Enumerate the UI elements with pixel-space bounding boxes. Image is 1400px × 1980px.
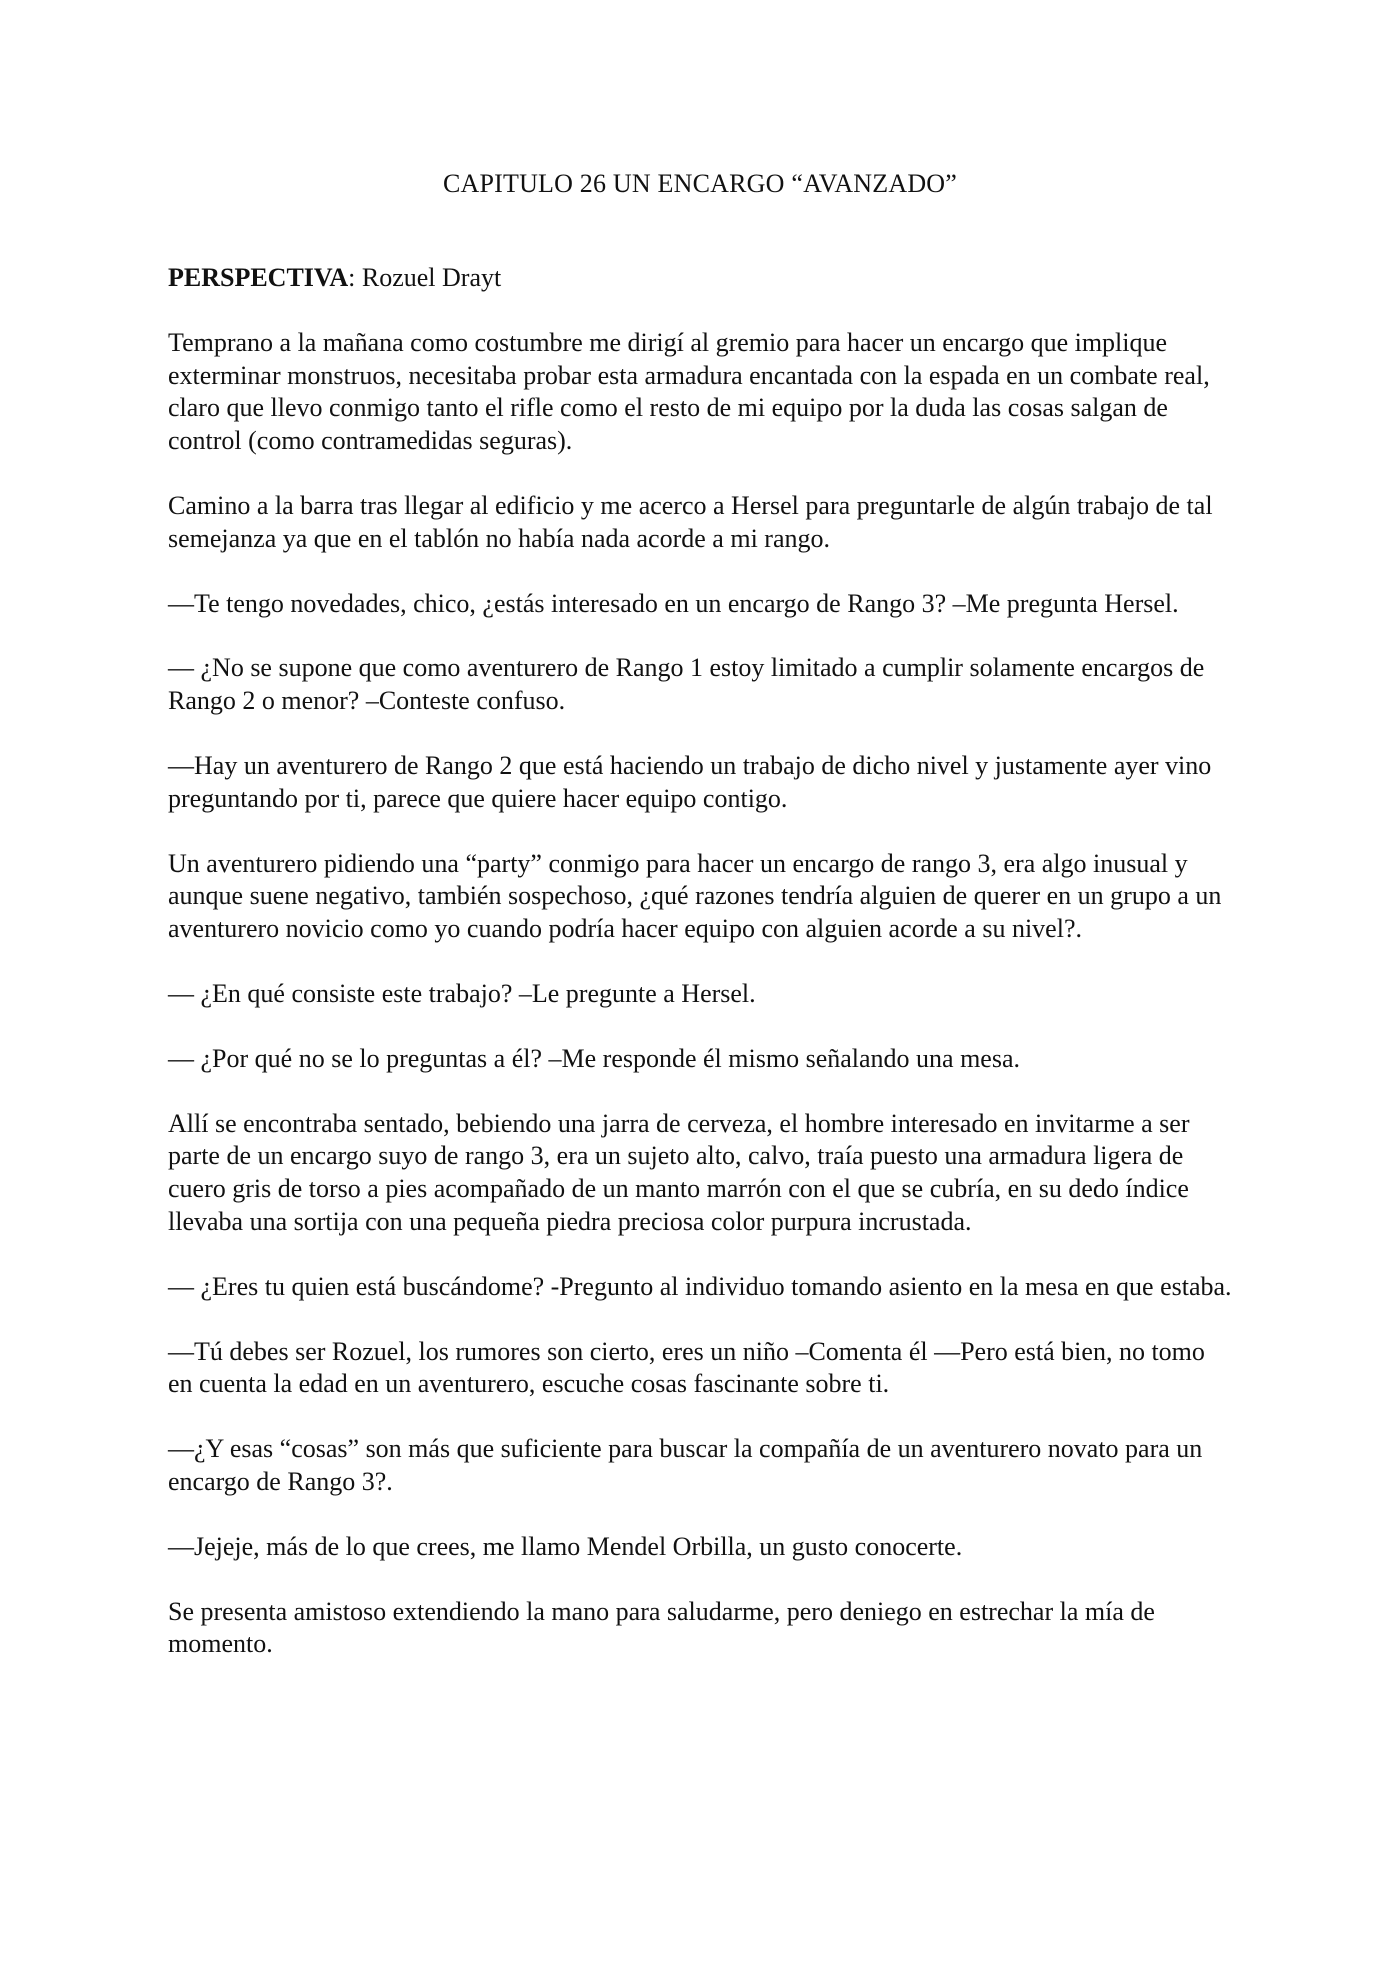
paragraph: —Tú debes ser Rozuel, los rumores son cierto, eres un niño –Comenta él —Pero está bien, no tomo en cuenta la edad en un aventurero, escuche cosas fascinante sobre ti.	[168, 1336, 1205, 1399]
chapter-title: CAPITULO 26 UN ENCARGO “AVANZADO”	[442, 169, 958, 198]
document-body	[168, 262, 1234, 1693]
paragraph: Se presenta amistoso extendiendo la mano para saludarme, pero deniego en estrechar la mía de momento.	[168, 1596, 1155, 1659]
perspective-label: PERSPECTIVA	[168, 263, 349, 292]
paragraph: —Hay un aventurero de Rango 2 que está haciendo un trabajo de dicho nivel y justamente ayer vino preguntando por ti, parece que quiere hacer equipo contigo.	[168, 750, 1212, 813]
paragraph: — ¿Por qué no se lo preguntas a él? –Me responde él mismo señalando una mesa.	[168, 1043, 1020, 1073]
paragraph: Temprano a la mañana como costumbre me dirigí al gremio para hacer un encargo que implique exterminar monstruos, necesitaba probar esta armadura encantada con la espada en un combate real, claro que llevo conmigo tanto el rifle como el resto de mi equipo por la duda las cosas salgan de control (como contramedidas seguras).	[168, 327, 1210, 456]
paragraph: Camino a la barra tras llegar al edificio y me acerco a Hersel para preguntarle de algún trabajo de tal semejanza ya que en el tablón no había nada acorde a mi rango.	[168, 490, 1213, 553]
paragraph: — ¿En qué consiste este trabajo? –Le pregunte a Hersel.	[168, 978, 756, 1008]
paragraph: Un aventurero pidiendo una “party” conmigo para hacer un encargo de rango 3, era algo inusual y aunque suene negativo, también sospechoso, ¿qué razones tendría alguien de querer en un grupo a un aventurero novicio como yo cuando podría hacer equipo con alguien acorde a su nivel?.	[168, 848, 1222, 944]
paragraph: —Te tengo novedades, chico, ¿estás interesado en un encargo de Rango 3? –Me pregunta Hersel.	[168, 588, 1179, 618]
perspective-colon: :	[348, 263, 356, 292]
paragraph: —¿Y esas “cosas” son más que suficiente para buscar la compañía de un aventurero novato para un encargo de Rango 3?.	[168, 1434, 1203, 1496]
paragraph: — ¿No se supone que como aventurero de Rango 1 estoy limitado a cumplir solamente encargos de Rango 2 o menor? –Conteste confuso.	[168, 653, 1205, 716]
perspective-value: Rozuel Drayt	[355, 263, 502, 292]
paragraph: —Jejeje, más de lo que crees, me llamo Mendel Orbilla, un gusto conocerte.	[168, 1531, 963, 1561]
paragraph: — ¿Eres tu quien está buscándome? -Pregunto al individuo tomando asiento en la mesa en que estaba.	[168, 1271, 1232, 1301]
perspective-line	[168, 262, 1234, 295]
paragraph: Allí se encontraba sentado, bebiendo una jarra de cerveza, el hombre interesado en invitarme a ser parte de un encargo suyo de rango 3, era un sujeto alto, calvo, traía puesto una armadura ligera de cuero gris de torso a pies acompañado de un manto marrón con el que se cubría, en su dedo índice llevaba una sortija con una pequeña piedra preciosa color purpura incrustada.	[168, 1108, 1190, 1236]
